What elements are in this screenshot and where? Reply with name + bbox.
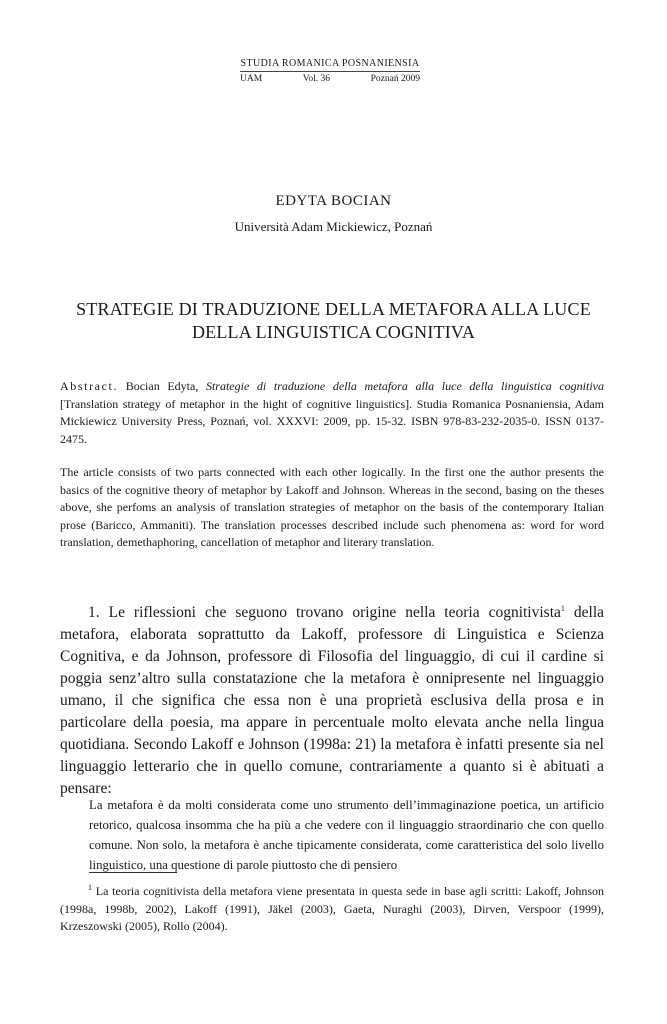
block-quote: La metafora è da molti considerata come uno strumento dell’immaginazione poetica, un artificio retorico, qualcosa insomma che ha più a che vedere con il linguaggio straordinario che con quello comune. Non solo, la metafora è anche tipicamente considerata, come caratteristica del solo livello linguistico, una questione di parole piuttosto che di pensiero	[89, 798, 604, 872]
journal-volume: Vol. 36	[302, 74, 331, 84]
body-text-start: 1. Le riflessioni che seguono trovano origine nella teoria cognitivista	[88, 604, 561, 621]
footnote-mark: 1	[88, 883, 92, 892]
author-affiliation: Università Adam Mickiewicz, Poznań	[234, 219, 433, 234]
footnote-text: La teoria cognitivista della metafora viene presentata in questa sede in base agli scritti: Lakoff, Johnson (1998a, 1998b, 2002), Lakoff (1991), Jäkel (2003), Gaeta, Nuraghi (2003), Dirven, Verspoor (1999), Krzeszowski (2005), Rollo (2004).	[60, 884, 604, 933]
journal-place-year: Poznań 2009	[370, 74, 420, 84]
journal-name: STUDIA ROMANICA POSNANIENSIA	[240, 58, 420, 69]
body-paragraph	[60, 602, 604, 800]
abstract	[60, 378, 604, 448]
journal-publisher: UAM	[240, 74, 263, 84]
title-line-1: STRATEGIE DI TRADUZIONE DELLA METAFORA ALLA LUCE	[76, 299, 591, 319]
title-line-2: DELLA LINGUISTICA COGNITIVA	[191, 322, 476, 342]
body-text-continued: della metafora, elaborata soprattutto da Lakoff, professore di Linguistica e Scienza Cognitiva, e da Johnson, professore di Filosofia del linguaggio, di cui il cardine si poggia senz’altro sulla constatazione che la metafora è onnipresente nel linguaggio umano, il che significa che essa non è una proprietà esclusiva della prosa e in particolare della poesia, ma appare in percentuale molto elevata anche nella lingua quotidiana. Secondo Lakoff e Johnson (1998a: 21) la metafora è infatti presente sia nel linguaggio letterario che in quello comune, contrariamente a quanto si è abituati a pensare:	[60, 604, 605, 797]
header-rule	[240, 71, 420, 72]
abstract-author: Bocian Edyta,	[118, 379, 206, 393]
english-summary: The article consists of two parts connected with each other logically. In the first one the author presents the basics of the cognitive theory of metaphor by Lakoff and Johnson. Whereas in the second, basing on the theses above, she perfoms an analysis of translation strategies of metaphor on the basis of the contemporary Italian prose (Baricco, Ammaniti). The translation processes described include such phenomena as: word for word translation, demethaphoring, cancellation of metaphor and literary translation.	[60, 465, 604, 549]
abstract-title: Strategie di traduzione della metafora alla luce della linguistica cognitiva	[205, 379, 604, 393]
journal-header	[240, 58, 420, 85]
footnote-separator	[89, 872, 177, 873]
footnote	[60, 883, 604, 936]
journal-meta	[240, 73, 420, 85]
abstract-label: Abstract.	[60, 379, 119, 393]
footnote-reference: 1	[560, 603, 565, 613]
abstract-citation: [Translation strategy of metaphor in the hight of cognitive linguistics]. Studia Romanica Posnaniensia, Adam Mickiewicz University Press, Poznań, vol. XXXVI: 2009, pp. 15-32. ISBN 978-83-232-2035-0. ISSN 0137-2475.	[60, 396, 604, 446]
paper-title	[40, 298, 627, 344]
author-name: EDYTA BOCIAN	[275, 193, 392, 209]
